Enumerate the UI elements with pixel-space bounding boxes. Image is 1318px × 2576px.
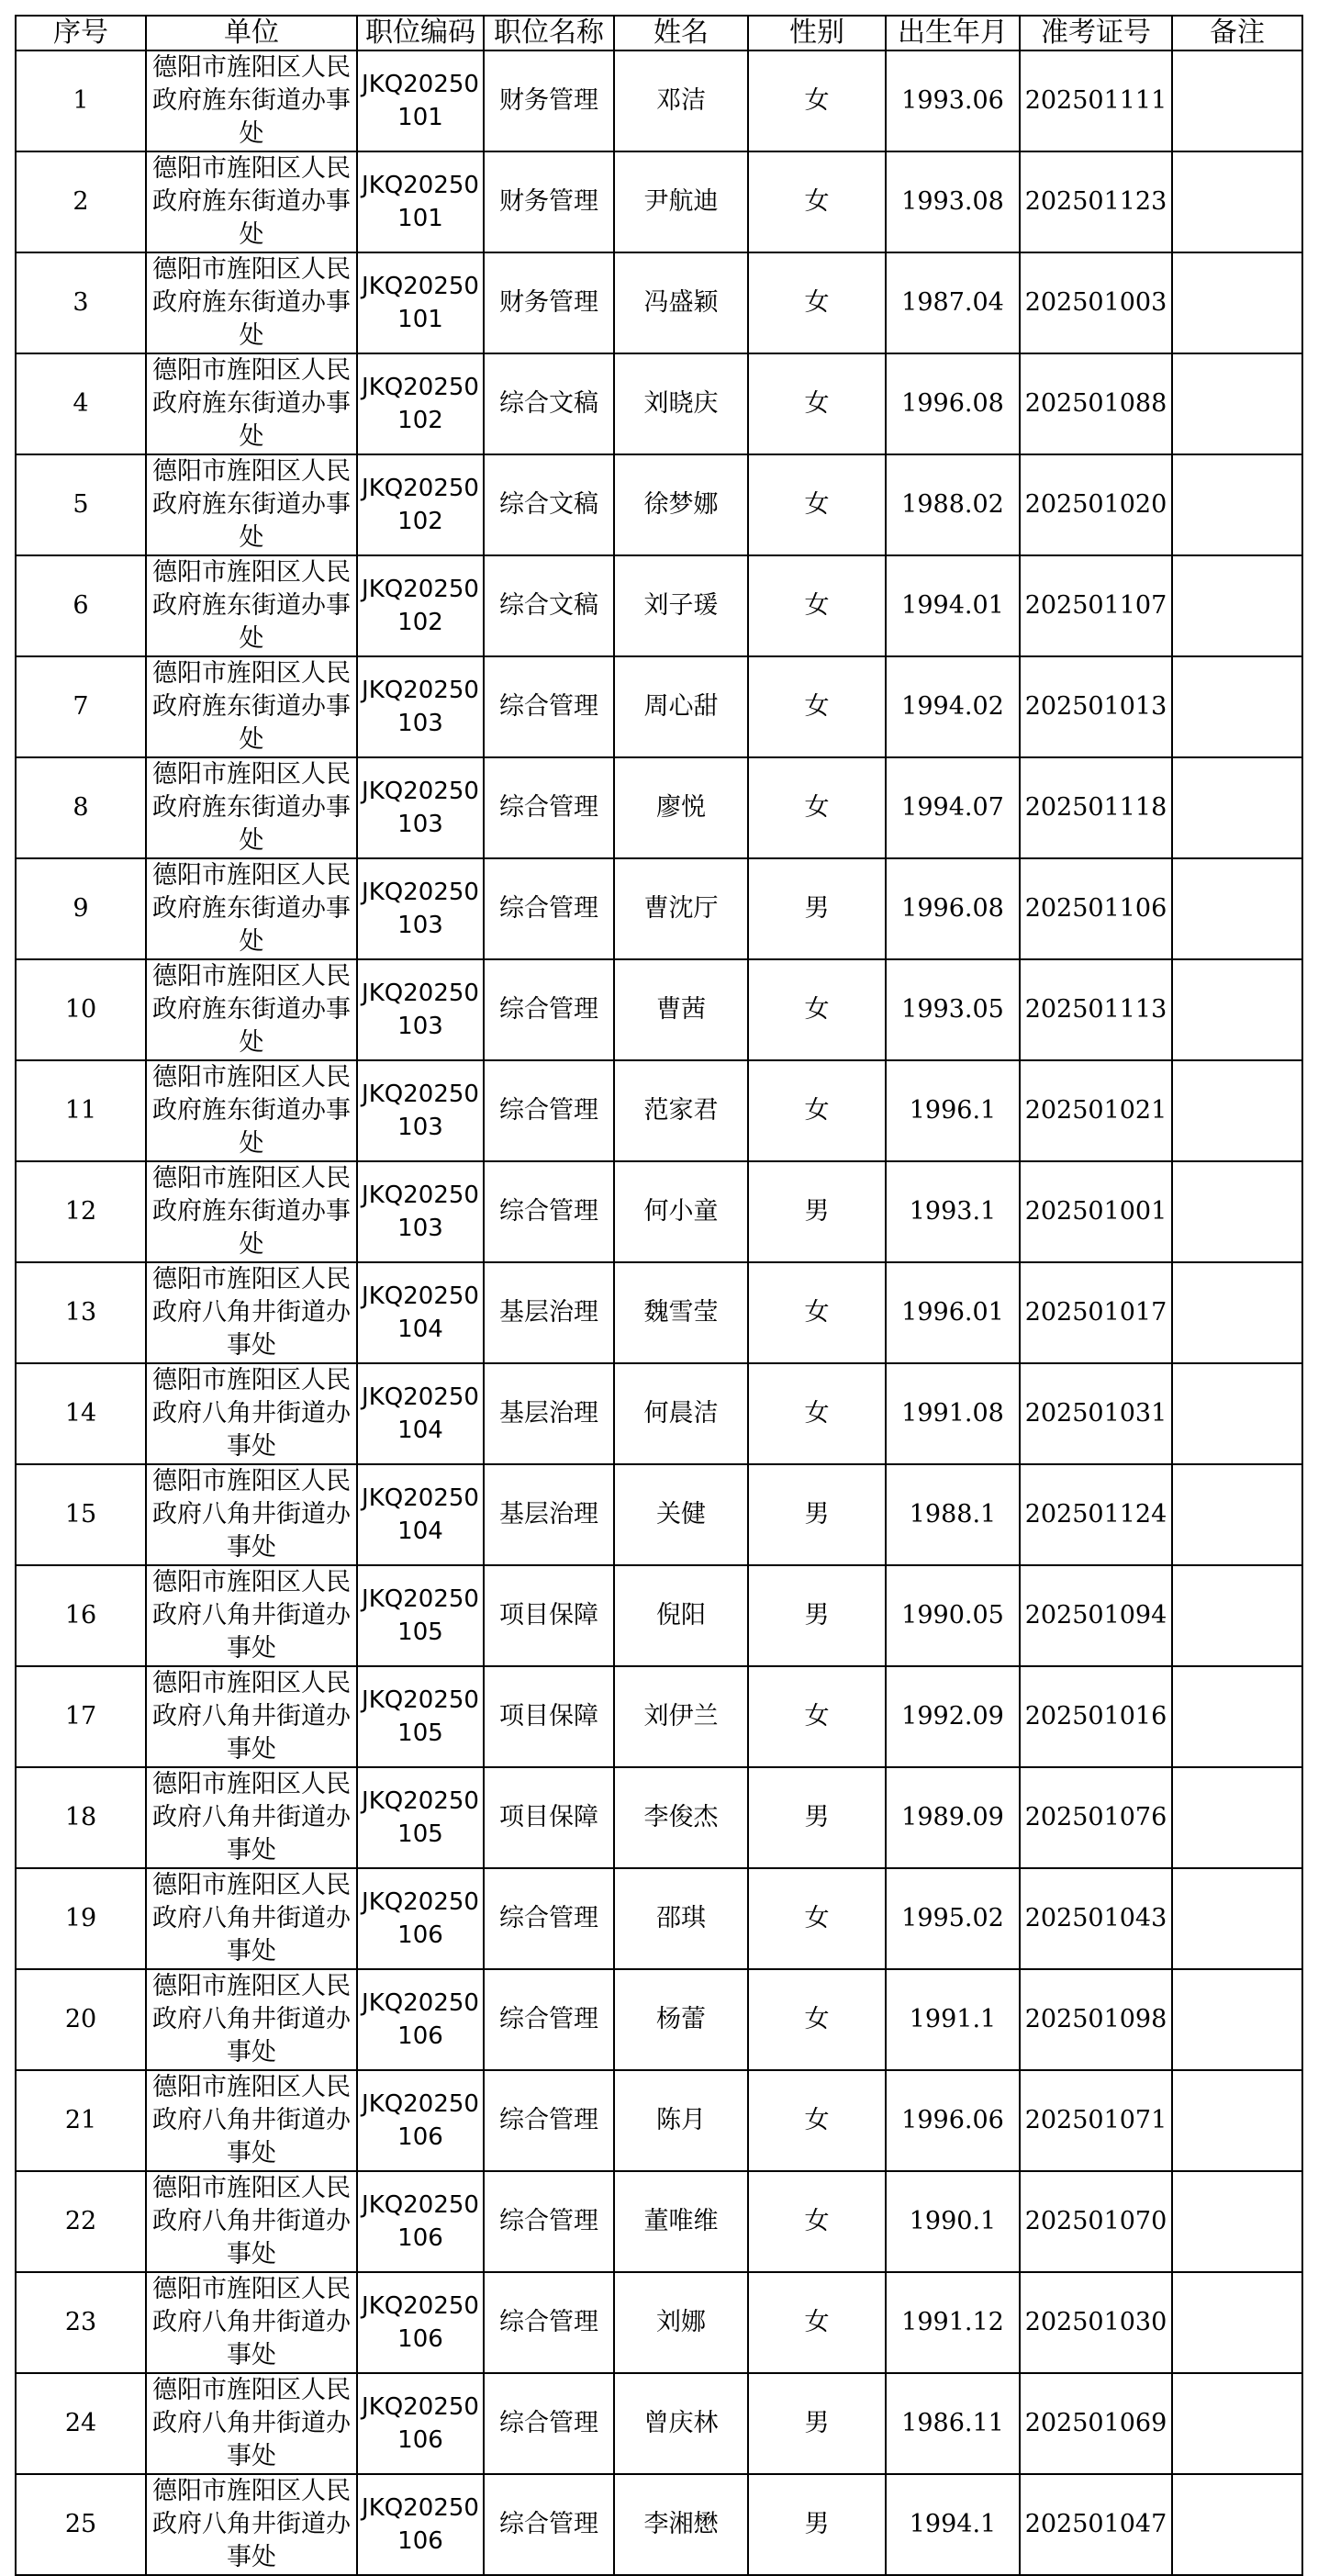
cell-remark xyxy=(1172,2272,1302,2373)
cell-unit: 德阳市旌阳区人民政府旌东街道办事处 xyxy=(146,252,357,353)
cell-position-code: JKQ20250106 xyxy=(357,2373,484,2474)
cell-index: 12 xyxy=(16,1161,146,1262)
cell-position-name: 项目保障 xyxy=(484,1565,614,1666)
cell-name: 曹茜 xyxy=(614,959,748,1060)
cell-birth: 1994.1 xyxy=(886,2474,1020,2575)
cell-remark xyxy=(1172,1262,1302,1363)
cell-unit: 德阳市旌阳区人民政府旌东街道办事处 xyxy=(146,1161,357,1262)
cell-unit: 德阳市旌阳区人民政府旌东街道办事处 xyxy=(146,858,357,959)
cell-remark xyxy=(1172,353,1302,454)
cell-remark xyxy=(1172,1666,1302,1767)
cell-exam-id: 202501017 xyxy=(1020,1262,1172,1363)
cell-remark xyxy=(1172,2070,1302,2171)
cell-birth: 1991.12 xyxy=(886,2272,1020,2373)
cell-index: 19 xyxy=(16,1868,146,1969)
cell-gender: 女 xyxy=(748,555,886,656)
cell-birth: 1993.08 xyxy=(886,151,1020,252)
cell-unit: 德阳市旌阳区人民政府八角井街道办事处 xyxy=(146,2272,357,2373)
cell-position-name: 综合管理 xyxy=(484,1868,614,1969)
header-row xyxy=(16,16,1302,50)
cell-index: 16 xyxy=(16,1565,146,1666)
cell-exam-id: 202501047 xyxy=(1020,2474,1172,2575)
cell-birth: 1987.04 xyxy=(886,252,1020,353)
cell-gender: 女 xyxy=(748,1262,886,1363)
cell-name: 杨蕾 xyxy=(614,1969,748,2070)
cell-index: 21 xyxy=(16,2070,146,2171)
cell-position-name: 综合管理 xyxy=(484,2474,614,2575)
cell-name: 李俊杰 xyxy=(614,1767,748,1868)
cell-unit: 德阳市旌阳区人民政府八角井街道办事处 xyxy=(146,2171,357,2272)
cell-position-code: JKQ20250106 xyxy=(357,2474,484,2575)
cell-name: 刘晓庆 xyxy=(614,353,748,454)
cell-position-name: 综合文稿 xyxy=(484,353,614,454)
cell-gender: 女 xyxy=(748,1666,886,1767)
cell-exam-id: 202501118 xyxy=(1020,757,1172,858)
cell-birth: 1996.01 xyxy=(886,1262,1020,1363)
cell-remark xyxy=(1172,757,1302,858)
cell-name: 刘伊兰 xyxy=(614,1666,748,1767)
cell-exam-id: 202501069 xyxy=(1020,2373,1172,2474)
cell-name: 刘娜 xyxy=(614,2272,748,2373)
table-body xyxy=(16,50,1302,2575)
cell-position-code: JKQ20250104 xyxy=(357,1363,484,1464)
cell-exam-id: 202501076 xyxy=(1020,1767,1172,1868)
table-row xyxy=(16,1262,1302,1363)
header-cell-index: 序号 xyxy=(16,16,146,50)
header-cell-remark: 备注 xyxy=(1172,16,1302,50)
cell-index: 8 xyxy=(16,757,146,858)
cell-exam-id: 202501030 xyxy=(1020,2272,1172,2373)
cell-exam-id: 202501013 xyxy=(1020,656,1172,757)
cell-birth: 1994.07 xyxy=(886,757,1020,858)
cell-exam-id: 202501031 xyxy=(1020,1363,1172,1464)
cell-gender: 男 xyxy=(748,858,886,959)
cell-gender: 女 xyxy=(748,959,886,1060)
cell-position-name: 财务管理 xyxy=(484,252,614,353)
table-row xyxy=(16,1363,1302,1464)
cell-position-name: 财务管理 xyxy=(484,151,614,252)
cell-position-name: 综合管理 xyxy=(484,1969,614,2070)
cell-position-name: 基层治理 xyxy=(484,1464,614,1565)
cell-unit: 德阳市旌阳区人民政府八角井街道办事处 xyxy=(146,2373,357,2474)
cell-index: 15 xyxy=(16,1464,146,1565)
cell-birth: 1992.09 xyxy=(886,1666,1020,1767)
header-cell-unit: 单位 xyxy=(146,16,357,50)
cell-index: 10 xyxy=(16,959,146,1060)
cell-gender: 男 xyxy=(748,2474,886,2575)
cell-position-name: 基层治理 xyxy=(484,1262,614,1363)
cell-position-code: JKQ20250106 xyxy=(357,1868,484,1969)
cell-unit: 德阳市旌阳区人民政府旌东街道办事处 xyxy=(146,1060,357,1161)
cell-unit: 德阳市旌阳区人民政府旌东街道办事处 xyxy=(146,151,357,252)
cell-position-code: JKQ20250102 xyxy=(357,555,484,656)
cell-position-name: 综合管理 xyxy=(484,2171,614,2272)
cell-exam-id: 202501070 xyxy=(1020,2171,1172,2272)
cell-name: 曾庆林 xyxy=(614,2373,748,2474)
table-header xyxy=(16,16,1302,50)
cell-position-code: JKQ20250106 xyxy=(357,1969,484,2070)
cell-name: 冯盛颖 xyxy=(614,252,748,353)
cell-birth: 1990.05 xyxy=(886,1565,1020,1666)
cell-name: 范家君 xyxy=(614,1060,748,1161)
cell-exam-id: 202501088 xyxy=(1020,353,1172,454)
cell-unit: 德阳市旌阳区人民政府旌东街道办事处 xyxy=(146,656,357,757)
cell-position-code: JKQ20250106 xyxy=(357,2070,484,2171)
cell-position-code: JKQ20250102 xyxy=(357,353,484,454)
cell-position-name: 项目保障 xyxy=(484,1666,614,1767)
cell-position-name: 综合管理 xyxy=(484,757,614,858)
cell-index: 5 xyxy=(16,454,146,555)
cell-birth: 1993.1 xyxy=(886,1161,1020,1262)
cell-position-code: JKQ20250103 xyxy=(357,959,484,1060)
cell-name: 邓洁 xyxy=(614,50,748,151)
table-row xyxy=(16,858,1302,959)
cell-index: 6 xyxy=(16,555,146,656)
cell-position-code: JKQ20250104 xyxy=(357,1464,484,1565)
cell-exam-id: 202501094 xyxy=(1020,1565,1172,1666)
cell-index: 18 xyxy=(16,1767,146,1868)
table-row xyxy=(16,2272,1302,2373)
table-row xyxy=(16,2070,1302,2171)
cell-name: 关健 xyxy=(614,1464,748,1565)
cell-remark xyxy=(1172,1161,1302,1262)
cell-unit: 德阳市旌阳区人民政府八角井街道办事处 xyxy=(146,1767,357,1868)
header-cell-birth: 出生年月 xyxy=(886,16,1020,50)
cell-gender: 女 xyxy=(748,1868,886,1969)
cell-remark xyxy=(1172,252,1302,353)
table-row xyxy=(16,1868,1302,1969)
cell-exam-id: 202501001 xyxy=(1020,1161,1172,1262)
cell-name: 刘子瑗 xyxy=(614,555,748,656)
cell-position-name: 综合管理 xyxy=(484,656,614,757)
cell-unit: 德阳市旌阳区人民政府八角井街道办事处 xyxy=(146,1262,357,1363)
table-row xyxy=(16,1060,1302,1161)
cell-position-code: JKQ20250101 xyxy=(357,252,484,353)
table-row xyxy=(16,454,1302,555)
cell-position-name: 综合管理 xyxy=(484,1161,614,1262)
cell-remark xyxy=(1172,858,1302,959)
cell-position-name: 综合管理 xyxy=(484,2070,614,2171)
cell-birth: 1993.05 xyxy=(886,959,1020,1060)
table-row xyxy=(16,1161,1302,1262)
cell-index: 24 xyxy=(16,2373,146,2474)
cell-birth: 1995.02 xyxy=(886,1868,1020,1969)
table-row xyxy=(16,1464,1302,1565)
cell-name: 曹沈厅 xyxy=(614,858,748,959)
cell-exam-id: 202501071 xyxy=(1020,2070,1172,2171)
cell-unit: 德阳市旌阳区人民政府八角井街道办事处 xyxy=(146,1464,357,1565)
header-cell-name: 姓名 xyxy=(614,16,748,50)
cell-gender: 女 xyxy=(748,50,886,151)
cell-position-code: JKQ20250103 xyxy=(357,656,484,757)
cell-remark xyxy=(1172,454,1302,555)
cell-unit: 德阳市旌阳区人民政府旌东街道办事处 xyxy=(146,757,357,858)
cell-remark xyxy=(1172,50,1302,151)
cell-exam-id: 202501111 xyxy=(1020,50,1172,151)
cell-name: 魏雪莹 xyxy=(614,1262,748,1363)
cell-remark xyxy=(1172,1969,1302,2070)
cell-position-name: 项目保障 xyxy=(484,1767,614,1868)
cell-index: 7 xyxy=(16,656,146,757)
cell-unit: 德阳市旌阳区人民政府八角井街道办事处 xyxy=(146,1565,357,1666)
cell-birth: 1993.06 xyxy=(886,50,1020,151)
cell-position-name: 财务管理 xyxy=(484,50,614,151)
cell-position-code: JKQ20250105 xyxy=(357,1666,484,1767)
table-row xyxy=(16,353,1302,454)
cell-unit: 德阳市旌阳区人民政府八角井街道办事处 xyxy=(146,2474,357,2575)
table-row xyxy=(16,959,1302,1060)
table-row xyxy=(16,1969,1302,2070)
table-row xyxy=(16,656,1302,757)
cell-name: 邵琪 xyxy=(614,1868,748,1969)
cell-gender: 男 xyxy=(748,1565,886,1666)
cell-birth: 1988.1 xyxy=(886,1464,1020,1565)
cell-exam-id: 202501016 xyxy=(1020,1666,1172,1767)
cell-index: 20 xyxy=(16,1969,146,2070)
cell-position-code: JKQ20250103 xyxy=(357,858,484,959)
table-row xyxy=(16,252,1302,353)
cell-name: 倪阳 xyxy=(614,1565,748,1666)
cell-index: 4 xyxy=(16,353,146,454)
cell-exam-id: 202501106 xyxy=(1020,858,1172,959)
cell-index: 1 xyxy=(16,50,146,151)
cell-gender: 女 xyxy=(748,252,886,353)
cell-birth: 1990.1 xyxy=(886,2171,1020,2272)
cell-gender: 女 xyxy=(748,151,886,252)
cell-gender: 女 xyxy=(748,2070,886,2171)
cell-gender: 男 xyxy=(748,1161,886,1262)
cell-gender: 男 xyxy=(748,2373,886,2474)
table-row xyxy=(16,151,1302,252)
cell-unit: 德阳市旌阳区人民政府八角井街道办事处 xyxy=(146,2070,357,2171)
cell-gender: 女 xyxy=(748,454,886,555)
cell-birth: 1996.1 xyxy=(886,1060,1020,1161)
cell-exam-id: 202501003 xyxy=(1020,252,1172,353)
cell-birth: 1996.06 xyxy=(886,2070,1020,2171)
header-cell-exam-id: 准考证号 xyxy=(1020,16,1172,50)
cell-unit: 德阳市旌阳区人民政府旌东街道办事处 xyxy=(146,454,357,555)
cell-gender: 女 xyxy=(748,2272,886,2373)
cell-name: 何小童 xyxy=(614,1161,748,1262)
cell-index: 3 xyxy=(16,252,146,353)
cell-remark xyxy=(1172,1565,1302,1666)
cell-exam-id: 202501021 xyxy=(1020,1060,1172,1161)
cell-index: 11 xyxy=(16,1060,146,1161)
cell-birth: 1986.11 xyxy=(886,2373,1020,2474)
cell-exam-id: 202501107 xyxy=(1020,555,1172,656)
cell-remark xyxy=(1172,656,1302,757)
cell-remark xyxy=(1172,1767,1302,1868)
header-cell-position-code: 职位编码 xyxy=(357,16,484,50)
cell-position-name: 综合文稿 xyxy=(484,555,614,656)
cell-position-name: 基层治理 xyxy=(484,1363,614,1464)
cell-index: 23 xyxy=(16,2272,146,2373)
cell-name: 尹航迪 xyxy=(614,151,748,252)
cell-index: 14 xyxy=(16,1363,146,1464)
cell-position-name: 综合管理 xyxy=(484,1060,614,1161)
cell-unit: 德阳市旌阳区人民政府旌东街道办事处 xyxy=(146,555,357,656)
cell-position-name: 综合管理 xyxy=(484,959,614,1060)
cell-remark xyxy=(1172,959,1302,1060)
cell-birth: 1994.02 xyxy=(886,656,1020,757)
cell-remark xyxy=(1172,151,1302,252)
cell-position-code: JKQ20250103 xyxy=(357,1060,484,1161)
cell-position-code: JKQ20250105 xyxy=(357,1767,484,1868)
cell-gender: 女 xyxy=(748,757,886,858)
cell-position-name: 综合管理 xyxy=(484,858,614,959)
cell-remark xyxy=(1172,1464,1302,1565)
table-row xyxy=(16,1767,1302,1868)
cell-remark xyxy=(1172,2474,1302,2575)
cell-position-code: JKQ20250103 xyxy=(357,1161,484,1262)
cell-index: 17 xyxy=(16,1666,146,1767)
cell-gender: 女 xyxy=(748,353,886,454)
cell-index: 22 xyxy=(16,2171,146,2272)
header-cell-position-name: 职位名称 xyxy=(484,16,614,50)
cell-position-code: JKQ20250101 xyxy=(357,151,484,252)
header-cell-gender: 性别 xyxy=(748,16,886,50)
cell-position-code: JKQ20250106 xyxy=(357,2272,484,2373)
cell-unit: 德阳市旌阳区人民政府八角井街道办事处 xyxy=(146,1666,357,1767)
cell-gender: 女 xyxy=(748,1363,886,1464)
cell-birth: 1996.08 xyxy=(886,353,1020,454)
table-row xyxy=(16,1666,1302,1767)
cell-exam-id: 202501124 xyxy=(1020,1464,1172,1565)
table-row xyxy=(16,757,1302,858)
cell-birth: 1988.02 xyxy=(886,454,1020,555)
cell-index: 13 xyxy=(16,1262,146,1363)
cell-remark xyxy=(1172,555,1302,656)
cell-exam-id: 202501098 xyxy=(1020,1969,1172,2070)
cell-name: 徐梦娜 xyxy=(614,454,748,555)
cell-position-code: JKQ20250103 xyxy=(357,757,484,858)
cell-unit: 德阳市旌阳区人民政府旌东街道办事处 xyxy=(146,353,357,454)
cell-position-code: JKQ20250101 xyxy=(357,50,484,151)
cell-name: 李湘懋 xyxy=(614,2474,748,2575)
table-row xyxy=(16,50,1302,151)
cell-name: 董唯维 xyxy=(614,2171,748,2272)
table-row xyxy=(16,555,1302,656)
cell-exam-id: 202501123 xyxy=(1020,151,1172,252)
table-row xyxy=(16,2373,1302,2474)
cell-position-name: 综合管理 xyxy=(484,2272,614,2373)
cell-position-name: 综合管理 xyxy=(484,2373,614,2474)
cell-exam-id: 202501113 xyxy=(1020,959,1172,1060)
cell-birth: 1996.08 xyxy=(886,858,1020,959)
cell-name: 陈月 xyxy=(614,2070,748,2171)
cell-remark xyxy=(1172,1060,1302,1161)
cell-gender: 女 xyxy=(748,656,886,757)
cell-position-code: JKQ20250102 xyxy=(357,454,484,555)
cell-position-name: 综合文稿 xyxy=(484,454,614,555)
cell-gender: 女 xyxy=(748,1060,886,1161)
cell-birth: 1991.08 xyxy=(886,1363,1020,1464)
cell-remark xyxy=(1172,1868,1302,1969)
cell-index: 9 xyxy=(16,858,146,959)
cell-unit: 德阳市旌阳区人民政府八角井街道办事处 xyxy=(146,1969,357,2070)
cell-remark xyxy=(1172,2373,1302,2474)
cell-gender: 女 xyxy=(748,1969,886,2070)
cell-position-code: JKQ20250105 xyxy=(357,1565,484,1666)
cell-exam-id: 202501020 xyxy=(1020,454,1172,555)
cell-name: 何晨洁 xyxy=(614,1363,748,1464)
cell-position-code: JKQ20250104 xyxy=(357,1262,484,1363)
cell-exam-id: 202501043 xyxy=(1020,1868,1172,1969)
cell-name: 周心甜 xyxy=(614,656,748,757)
table-row xyxy=(16,2171,1302,2272)
cell-gender: 男 xyxy=(748,1464,886,1565)
candidate-table xyxy=(15,15,1303,2576)
cell-gender: 女 xyxy=(748,2171,886,2272)
cell-birth: 1989.09 xyxy=(886,1767,1020,1868)
cell-name: 廖悦 xyxy=(614,757,748,858)
cell-index: 2 xyxy=(16,151,146,252)
cell-position-code: JKQ20250106 xyxy=(357,2171,484,2272)
cell-birth: 1991.1 xyxy=(886,1969,1020,2070)
cell-unit: 德阳市旌阳区人民政府八角井街道办事处 xyxy=(146,1868,357,1969)
cell-remark xyxy=(1172,1363,1302,1464)
cell-unit: 德阳市旌阳区人民政府八角井街道办事处 xyxy=(146,1363,357,1464)
cell-unit: 德阳市旌阳区人民政府旌东街道办事处 xyxy=(146,959,357,1060)
cell-gender: 男 xyxy=(748,1767,886,1868)
cell-unit: 德阳市旌阳区人民政府旌东街道办事处 xyxy=(146,50,357,151)
table-row xyxy=(16,2474,1302,2575)
table-row xyxy=(16,1565,1302,1666)
cell-index: 25 xyxy=(16,2474,146,2575)
cell-birth: 1994.01 xyxy=(886,555,1020,656)
cell-remark xyxy=(1172,2171,1302,2272)
